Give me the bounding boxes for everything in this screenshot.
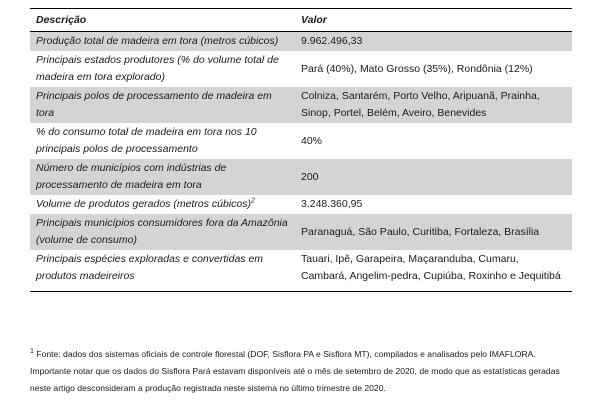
table-row [30,51,572,87]
statistics-table [30,8,572,292]
table-row [30,195,572,214]
table-row [30,32,572,52]
row-value: Tauari, Ipê, Garapeira, Maçaranduba, Cumaru, Cambará, Angelim-pedra, Cupiúba, Roxinho e Jequitibá [295,250,572,292]
row-value: Paranaguá, São Paulo, Curitiba, Fortaleza, Brasília [295,214,572,250]
row-value: Pará (40%), Mato Grosso (35%), Rondônia (12%) [301,62,533,75]
row-description: Produção total de madeira em tora (metros cúbicos) [30,32,295,52]
table-body [30,32,572,292]
footnote-text: Fonte: dados dos sistemas oficiais de controle florestal (DOF, Sisflora PA e Sisflora MT), compilados e analisados pelo IMAFLORA. Importante notar que os dados do Sisflora Pará estavam disponíveis até o mês de setembro de 2020, de modo que as estatísticas geradas neste artigo desconsideram a produção registrada neste sistema no último trimestre de 2020. [30,349,560,393]
row-description: Principais estados produtores (% do volume total de madeira em tora explorado) [36,54,279,83]
header-description: Descrição [30,9,295,32]
footnote-ref-marker: 2 [250,197,255,205]
row-description: Número de municípios com indústrias de processamento de madeira em tora [30,159,295,195]
table-row [30,159,572,195]
table-row [30,123,572,159]
footnote-marker: 1 [30,348,34,356]
table-header [30,9,572,32]
header-value: Valor [295,9,572,32]
header-row [30,9,572,32]
row-value: 40% [301,134,323,147]
table-row [30,87,572,123]
table-row [30,214,572,250]
table-row [30,250,572,292]
row-value: 200 [295,159,572,195]
row-value: 3.248.360,95 [301,198,363,210]
row-description [30,195,295,214]
footnote [30,346,578,397]
row-value: 9.962.496,33 [295,32,572,52]
row-description: Principais municípios consumidores fora da Amazônia (volume de consumo) [30,214,295,250]
row-description: % do consumo total de madeira em tora nos 10 principais polos de processamento [36,126,257,155]
row-description: Principais polos de processamento de madeira em tora [30,87,295,123]
row-description: Principais espécies exploradas e convertidas em produtos madeireiros [30,250,295,292]
row-description-text: Volume de produtos gerados (metros cúbicos) [36,198,251,210]
row-value: Colniza, Santarém, Porto Velho, Aripuanã, Prainha, Sinop, Portel, Belém, Aveiro, Benevides [295,87,572,123]
